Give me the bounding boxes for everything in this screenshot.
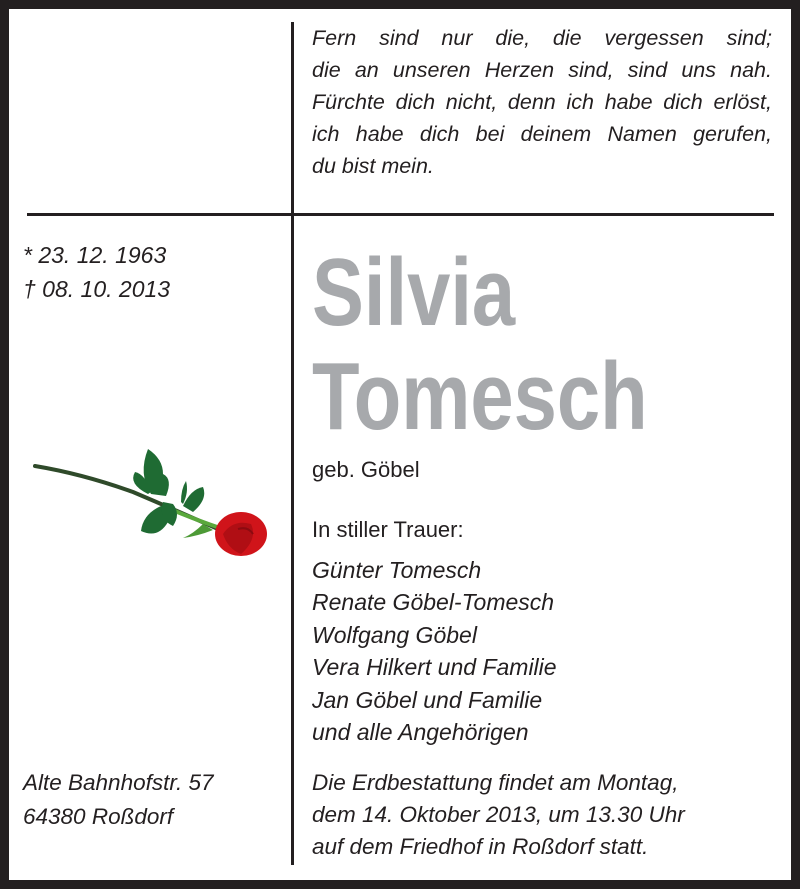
funeral-notice-line: dem 14. Oktober 2013, um 13.30 Uhr xyxy=(312,802,685,827)
mourner: und alle Angehörigen xyxy=(312,719,529,745)
mourner: Renate Göbel-Tomesch xyxy=(312,589,555,615)
poem-line: du bist mein. xyxy=(312,154,434,178)
poem-line: Fürchte dich nicht, denn ich habe dich erlöst, xyxy=(312,90,772,114)
address-street: Alte Bahnhofstr. 57 xyxy=(23,770,214,795)
mourner: Wolfgang Göbel xyxy=(312,622,477,648)
cross-horizontal-divider xyxy=(27,213,774,216)
birth-date: * 23. 12. 1963 xyxy=(23,242,167,268)
poem xyxy=(312,22,772,182)
address-city: 64380 Roßdorf xyxy=(23,804,174,829)
mourner: Vera Hilkert und Familie xyxy=(312,654,557,680)
mourner: Jan Göbel und Familie xyxy=(312,687,543,713)
poem-line: ich habe dich bei deinem Namen gerufen, xyxy=(312,122,772,146)
last-name: Tomesch xyxy=(312,343,648,450)
funeral-notice-line: auf dem Friedhof in Roßdorf statt. xyxy=(312,834,649,859)
mourner: Günter Tomesch xyxy=(312,557,482,583)
rose-icon xyxy=(23,434,273,564)
first-name: Silvia xyxy=(312,239,516,346)
maiden-name: geb. Göbel xyxy=(312,457,420,482)
mourning-heading: In stiller Trauer: xyxy=(312,517,464,542)
funeral-notice-line: Die Erdbestattung findet am Montag, xyxy=(312,770,679,795)
cross-vertical-divider xyxy=(291,22,294,865)
death-date: † 08. 10. 2013 xyxy=(23,276,171,302)
notice-body xyxy=(9,9,791,880)
poem-line: Fern sind nur die, die vergessen sind; xyxy=(312,26,772,50)
poem-line: die an unseren Herzen sind, sind uns nah. xyxy=(312,58,772,82)
